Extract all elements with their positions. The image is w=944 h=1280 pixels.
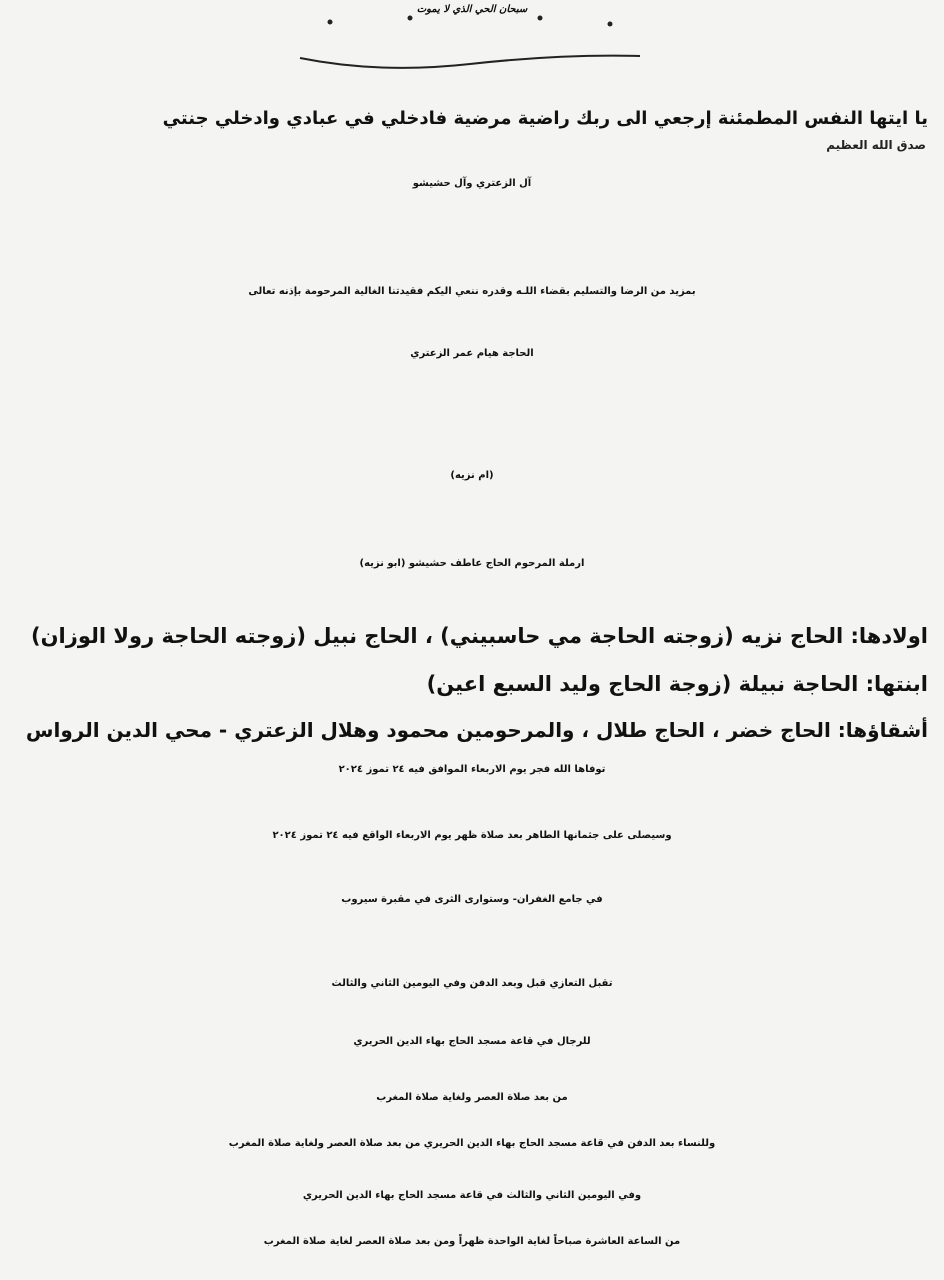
- condolence-line-3: من بعد صلاة العصر ولغاية صلاة المغرب: [376, 1092, 568, 1103]
- quran-verse: يا ايتها النفس المطمئنة إرجعي الى ربك راضية مرضية فادخلي في عبادي وادخلي جنتي: [162, 108, 928, 129]
- widow-of: ارملة المرحوم الحاج عاطف حشيشو (ابو نزيه): [359, 558, 585, 569]
- burial-location: في جامع الغفران- وستوارى الثرى في مقبرة سيروب: [341, 894, 603, 905]
- relatives-siblings: أشقاؤها: الحاج خضر ، الحاج طلال ، والمرحومين محمود وهلال الزعتري - محي الدين الرواس: [25, 718, 928, 742]
- deceased-kunya: (ام نزيه): [450, 470, 494, 481]
- funeral-prayer: وسيصلى على جثمانها الطاهر بعد صلاة ظهر يوم الاربعاء الواقع فيه ٢٤ تموز ٢٠٢٤: [272, 830, 672, 841]
- calligraphy-header: سبحان الحي الذي لا يموت: [416, 4, 528, 15]
- calligraphy-flourish-icon: [290, 8, 650, 74]
- verse-source: صدق الله العظيم: [826, 138, 926, 152]
- condolence-line-1: تقبل التعازي قبل وبعد الدفن وفي اليومين الثاني والثالث: [331, 978, 613, 989]
- condolence-line-2: للرجال في قاعة مسجد الحاج بهاء الدين الحريري: [353, 1036, 591, 1047]
- announcement-intro: بمزيد من الرضا والتسليم بقضاء اللـه وقدره ننعي اليكم فقيدتنا الغالية المرحومة بإذنه تعالى: [248, 286, 696, 297]
- relatives-daughter: ابنتها: الحاجة نبيلة (زوجة الحاج وليد السبع اعين): [426, 672, 928, 696]
- death-date: توفاها الله فجر يوم الاربعاء الموافق فيه ٢٤ تموز ٢٠٢٤: [338, 764, 606, 775]
- families-title: آل الزعتري وآل حشيشو: [412, 178, 532, 189]
- relatives-sons: اولادها: الحاج نزيه (زوجته الحاجة مي حاسبيني) ، الحاج نبيل (زوجته الحاجة رولا الوزان): [31, 624, 928, 648]
- condolence-line-6: من الساعة العاشرة صباحاً لغاية الواحدة ظهراً ومن بعد صلاة العصر لغاية صلاة المغرب: [263, 1236, 681, 1247]
- condolence-line-5: وفي اليومين الثاني والثالث في قاعة مسجد الحاج بهاء الدين الحريري: [302, 1190, 642, 1201]
- deceased-name: الحاجة هيام عمر الزعتري: [410, 348, 534, 359]
- condolence-line-4: وللنساء بعد الدفن في قاعة مسجد الحاج بهاء الدين الحريري من بعد صلاة العصر ولغاية صلاة المغرب: [228, 1138, 716, 1149]
